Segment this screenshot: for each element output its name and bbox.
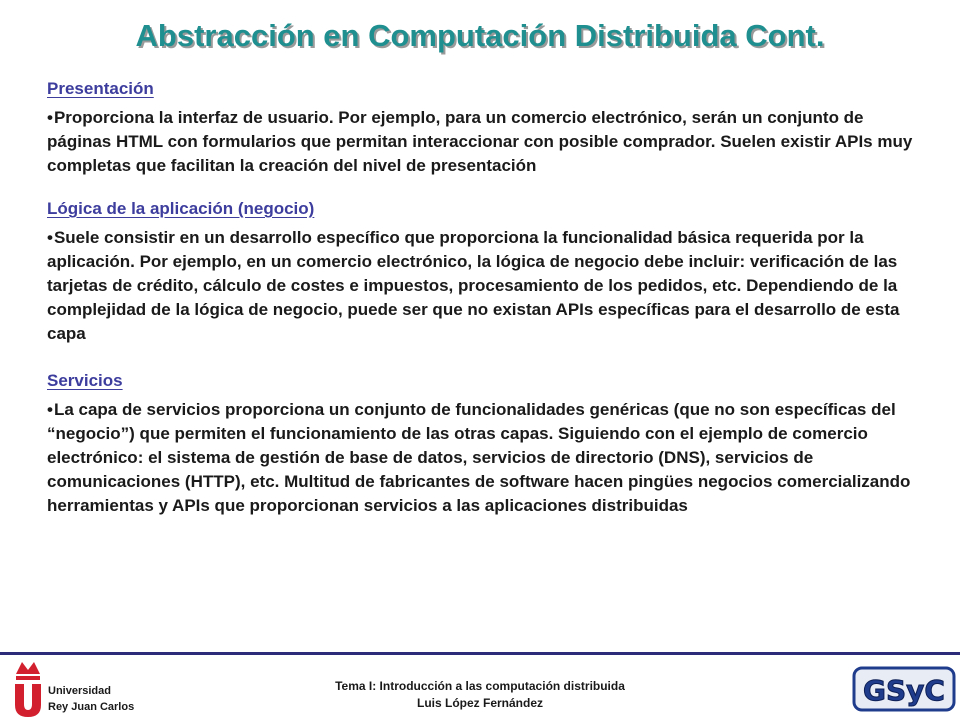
section-heading: Lógica de la aplicación (negocio) — [47, 199, 315, 218]
section-servicios — [47, 368, 917, 518]
footer-topic: Tema I: Introducción a las computación distribuida — [335, 679, 625, 693]
gsyc-wordmark: GSyC — [863, 674, 945, 707]
section-text: Proporciona la interfaz de usuario. Por ejemplo, para un comercio electrónico, serán un conjunto de páginas HTML con formularios que permitan interaccionar con posible comprador. Suelen existir APIs muy completas que facilitan la creación del nivel de presentación — [47, 108, 913, 175]
section-heading: Servicios — [47, 371, 123, 390]
footer-text — [0, 678, 960, 712]
slide-content — [47, 76, 917, 518]
section-presentacion — [47, 76, 917, 178]
footer-divider — [0, 652, 960, 655]
section-text: Suele consistir en un desarrollo específico que proporciona la funcionalidad básica requerida por la aplicación. Por ejemplo, en un comercio electrónico, la lógica de negocio debe incluir: verificación de las tarjetas de crédito, cálculo de costes e impuestos, procesamiento de los pedidos, etc. Dependiendo de la complejidad de la lógica de negocio, puede ser que no existan APIs específicas para el desarrollo de esta capa — [47, 228, 900, 343]
bullet-marker: • — [47, 400, 53, 419]
gsyc-logo-icon — [852, 662, 956, 714]
urjc-line1: Universidad — [48, 685, 111, 697]
section-logica — [47, 196, 917, 346]
section-heading: Presentación — [47, 79, 154, 98]
bullet-marker: • — [47, 228, 53, 247]
footer-author: Luis López Fernández — [416, 696, 543, 710]
urjc-line2: Rey Juan Carlos — [48, 701, 135, 713]
section-text: La capa de servicios proporciona un conjunto de funcionalidades genéricas (que no son específicas del “negocio”) que permiten el funcionamiento de las otras capas. Siguiendo con el ejemplo de comercio electrónico: el sistema de gestión de base de datos, servicios de directorio (DNS), servicios de comunicaciones (HTTP), etc. Multitud de fabricantes de software hacen pingües negocios comercializando herramientas y APIs que proporcionan servicios a las aplicaciones distribuidas — [47, 400, 911, 515]
section-body — [47, 398, 917, 518]
section-body — [47, 106, 917, 178]
section-body — [47, 226, 917, 346]
slide-title: Abstracción en Computación Distribuida Cont. — [135, 18, 825, 53]
bullet-marker: • — [47, 108, 53, 127]
